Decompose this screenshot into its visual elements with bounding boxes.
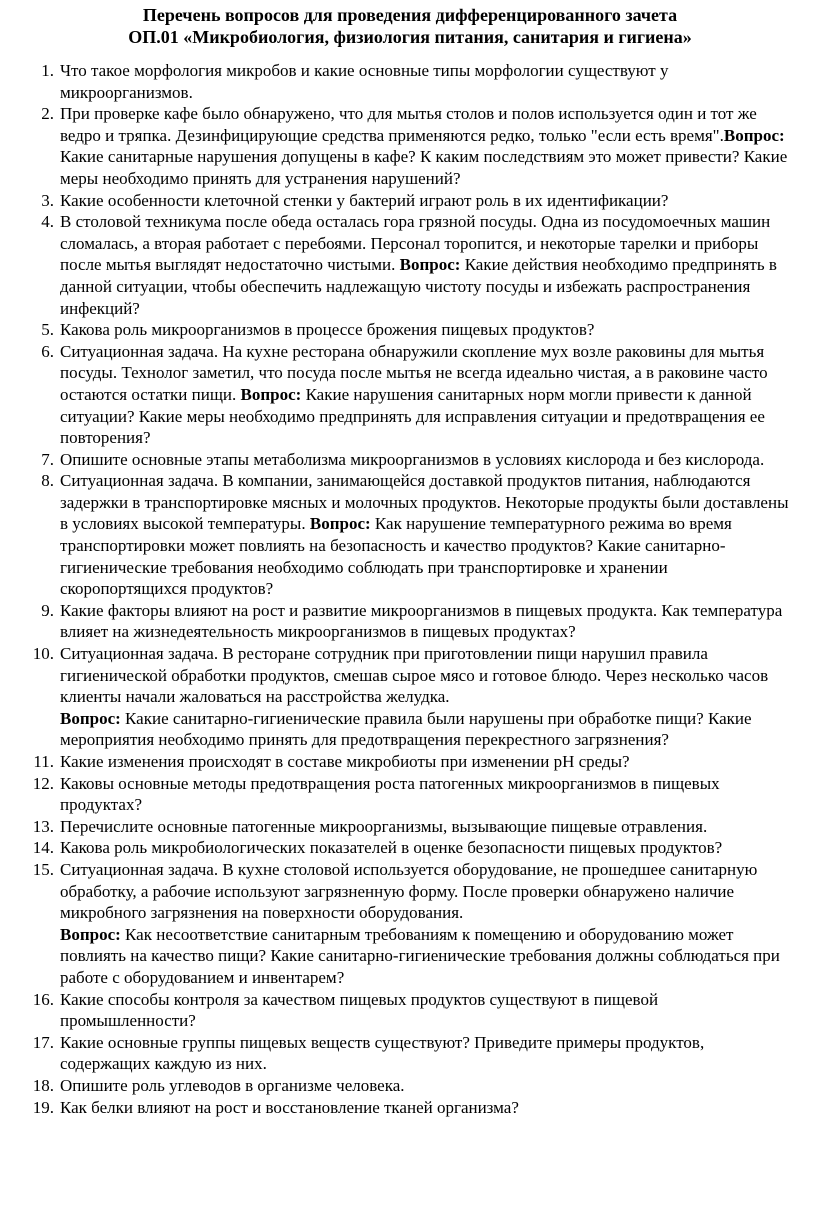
question-text: Ситуационная задача. В кухне столовой используется оборудование, не прошедшее санитарную обработку, а рабочие используют загрязненную форму. После проверки обнаружено наличие микробного загрязнения на поверхности оборудования. xyxy=(60,859,758,923)
question-number: 10. xyxy=(32,644,54,664)
question-text: Ситуационная задача. На кухне ресторана обнаружили скопление мух возле раковины для мытья посуды. Технолог заметил, что посуда после мытья не всегда идеально чистая, а в раковине часто остаются остатки пищи. xyxy=(60,341,768,404)
question-number: 14. xyxy=(32,838,54,858)
question-item xyxy=(24,816,796,838)
question-item xyxy=(24,103,796,189)
question-keyword: Вопрос: xyxy=(60,924,121,944)
question-text: Опишите роль углеводов в организме человека. xyxy=(60,1075,405,1095)
question-number: 3. xyxy=(41,190,54,210)
title-line-2: ОП.01 «Микробиология, физиология питания, санитария и гигиена» xyxy=(128,27,692,47)
question-list xyxy=(24,60,796,1118)
question-number: 18. xyxy=(32,1075,54,1095)
question-keyword: Вопрос: xyxy=(60,708,121,728)
question-text: Какие основные группы пищевых веществ существуют? Приведите примеры продуктов, содержащих каждую из них. xyxy=(60,1032,705,1074)
question-text: Какова роль микробиологических показателей в оценке безопасности пищевых продуктов? xyxy=(60,838,723,858)
question-keyword: Вопрос: xyxy=(240,384,302,404)
question-item xyxy=(24,449,796,471)
question-item xyxy=(24,190,796,212)
question-number: 4. xyxy=(41,212,54,232)
question-text: Перечислите основные патогенные микроорганизмы, вызывающие пищевые отравления. xyxy=(60,816,708,836)
question-item xyxy=(24,1075,796,1097)
question-text: Какие способы контроля за качеством пищевых продуктов существуют в пищевой промышленности? xyxy=(60,989,659,1031)
question-item xyxy=(24,60,796,103)
question-text: В столовой техникума после обеда осталась гора грязной посуды. Одна из посудомоечных машин сломалась, а вторая работает с перебоями. Персонал торопится, и некоторые тарелки и приборы после мытья выглядят недостаточно чистыми. xyxy=(60,212,771,275)
question-prompt-text: Как несоответствие санитарным требованиям к помещению и оборудованию может повлиять на качество пищи? Какие санитарно-гигиенические требования должны соблюдаться при работе с оборудованием и инвентарем? xyxy=(60,924,780,987)
question-number: 12. xyxy=(32,773,54,793)
question-number: 17. xyxy=(32,1032,54,1052)
question-item xyxy=(24,1097,796,1119)
question-number: 8. xyxy=(41,471,54,491)
question-item xyxy=(24,341,796,449)
question-number: 15. xyxy=(32,859,54,879)
question-prompt-text: Как нарушение температурного режима во время транспортировки может повлиять на безопасность и качество продуктов? Какие санитарно-гигиенические требования необходимо соблюдать при транспортировке и хранении скоропортящихся продуктов? xyxy=(60,514,732,599)
question-text: Какие изменения происходят в составе микробиоты при изменении pH среды? xyxy=(60,752,630,771)
question-text: Что такое морфология микробов и какие основные типы морфологии существуют у микроорганизмов. xyxy=(60,61,669,102)
question-number: 16. xyxy=(32,989,54,1009)
question-text: Какие особенности клеточной стенки у бактерий играют роль в их идентификации? xyxy=(60,190,669,210)
question-keyword: Вопрос: xyxy=(723,125,785,145)
question-number: 9. xyxy=(41,600,54,620)
question-text: Как белки влияют на рост и восстановление тканей организма? xyxy=(60,1097,519,1117)
question-prompt xyxy=(60,924,796,989)
question-item xyxy=(24,319,796,341)
question-prompt-text: Какие санитарные нарушения допущены в кафе? К каким последствиям это может привести? Какие меры необходимо принять для устранения нарушений? xyxy=(60,147,788,188)
question-number: 5. xyxy=(41,320,54,340)
question-text: Ситуационная задача. В ресторане сотрудник при приготовлении пищи нарушил правила гигиенической обработки продуктов, смешав сырое мясо и готовое блюдо. Через несколько часов клиенты начали жаловаться на расстройства желудка. xyxy=(60,644,769,707)
question-text: Какова роль микроорганизмов в процессе брожения пищевых продуктов? xyxy=(60,320,595,340)
question-item xyxy=(24,600,796,643)
question-item xyxy=(24,859,796,989)
title-line-1: Перечень вопросов для проведения дифференцированного зачета xyxy=(142,5,678,25)
question-keyword: Вопрос: xyxy=(309,514,371,534)
question-text: Каковы основные методы предотвращения роста патогенных микроорганизмов в пищевых продуктах? xyxy=(60,773,720,815)
question-item xyxy=(24,643,796,751)
question-prompt-text: Какие нарушения санитарных норм могли привести к данной ситуации? Какие меры необходимо предпринять для исправления ситуации и предотвращения ее повторения? xyxy=(60,384,765,448)
question-number: 11. xyxy=(33,752,54,771)
question-item xyxy=(24,773,796,816)
question-item xyxy=(24,751,796,773)
question-prompt-text: Какие санитарно-гигиенические правила были нарушены при обработке пищи? Какие мероприятия необходимо принять для предотвращения перекрестного загрязнения? xyxy=(60,708,752,750)
question-item xyxy=(24,470,796,600)
question-number: 6. xyxy=(41,341,54,361)
question-number: 2. xyxy=(41,104,54,124)
question-item xyxy=(24,837,796,859)
question-text: При проверке кафе было обнаружено, что для мытья столов и полов используется один и тот же ведро и тряпка. Дезинфицирующие средства применяются редко, только "если есть время". xyxy=(60,104,757,145)
question-number: 1. xyxy=(41,61,54,80)
question-number: 7. xyxy=(41,449,54,469)
question-item xyxy=(24,1032,796,1075)
question-text: Опишите основные этапы метаболизма микроорганизмов в условиях кислорода и без кислорода. xyxy=(60,449,765,469)
question-text: Какие факторы влияют на рост и развитие микроорганизмов в пищевых продукта. Как температура влияет на жизнедеятельность микроорганизмов в пищевых продуктах? xyxy=(60,600,783,642)
question-text: Ситуационная задача. В компании, занимающейся доставкой продуктов питания, наблюдаются задержки в транспортировке мясных и молочных продуктов. Некоторые продукты были доставлены в условиях высокой температуры. xyxy=(60,471,789,534)
question-prompt xyxy=(60,708,796,751)
question-item xyxy=(24,989,796,1032)
question-item xyxy=(24,211,796,319)
question-number: 13. xyxy=(32,816,54,836)
question-keyword: Вопрос: xyxy=(399,255,461,275)
document-title xyxy=(24,4,796,48)
question-number: 19. xyxy=(32,1097,54,1117)
question-prompt-text: Какие действия необходимо предпринять в данной ситуации, чтобы обеспечить надлежащую чистоту посуды и избежать распространения инфекций? xyxy=(60,255,777,318)
